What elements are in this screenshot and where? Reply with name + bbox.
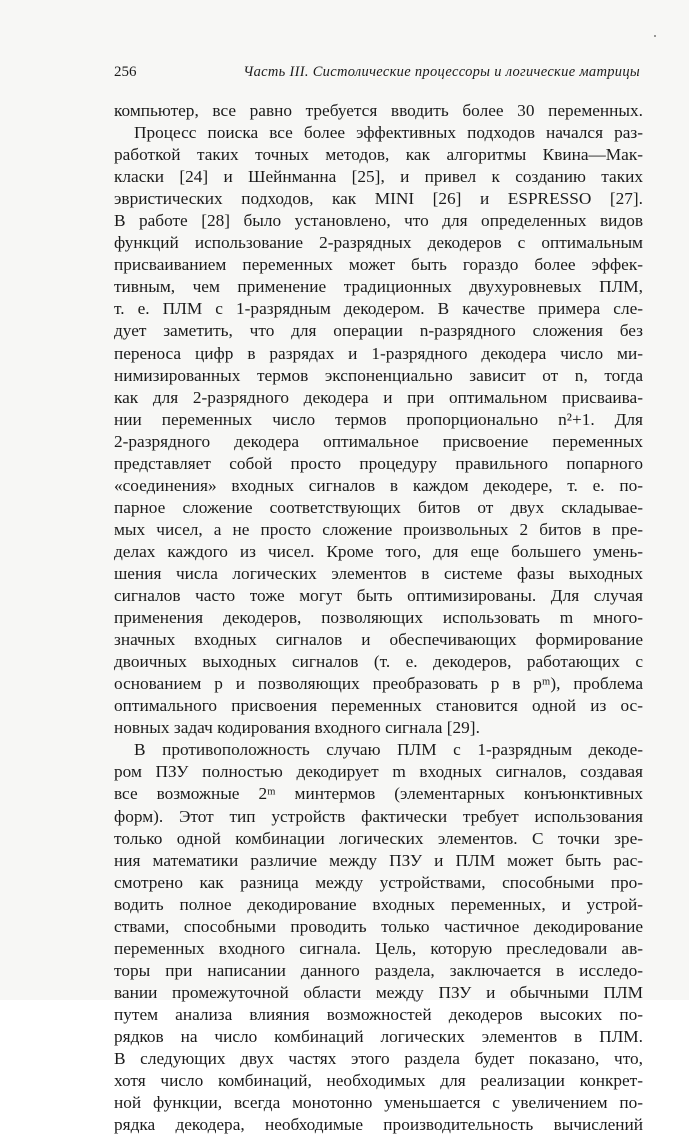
text-line: тивным, чем применение традиционных двухуровневых ПЛМ, <box>114 277 643 297</box>
text-line: Процесс поиска все более эффективных подходов начался раз- <box>134 123 643 143</box>
text-line: новных задач кодирования входного сигнала [29]. <box>114 718 480 738</box>
text-line: вании промежуточной области между ПЗУ и обычными ПЛМ <box>114 982 643 1002</box>
text-line: шения числа логических элементов в системе фазы выходных <box>114 563 643 583</box>
page-header <box>114 64 640 86</box>
text-line: функций использование 2-разрядных декодеров с оптимальным <box>114 233 643 253</box>
text-line: оптимального присвоения переменных становится одной из ос- <box>114 696 643 716</box>
text-line: т. е. ПЛМ с 1-разрядным декодером. В качестве примера сле- <box>114 299 643 319</box>
text-line: В противоположность случаю ПЛМ с 1-разрядным декоде- <box>134 740 643 760</box>
text-line: ствами, способными проводить только частичное декодирование <box>114 916 643 936</box>
text-line: ния математики различие между ПЗУ и ПЛМ может быть рас- <box>114 850 643 870</box>
text-line: основанием p и позволяющих преобразовать p в pᵐ), проблема <box>114 674 643 694</box>
running-title: Часть III. Систолические процессоры и логические матрицы <box>243 64 640 80</box>
text-line: нимизированных термов экспоненциально зависит от n, тогда <box>114 365 643 385</box>
text-line: «соединения» входных сигналов в каждом декодере, т. е. по- <box>114 475 643 495</box>
text-line: нии переменных число термов пропорционально n²+1. Для <box>114 409 643 429</box>
text-line: присваиванием переменных может быть гораздо более эффек- <box>114 255 643 275</box>
text-line: применения декодеров, позволяющих использовать m много- <box>114 608 643 628</box>
text-line: парное сложение соответствующих битов от двух складывае- <box>114 497 643 517</box>
paragraph-2 <box>114 739 643 1136</box>
text-line: класки [24] и Шейнманна [25], и привел к созданию таких <box>114 167 643 187</box>
text-line: торы при написании данного раздела, заключается в исследо- <box>114 960 643 980</box>
text-line: В следующих двух частях этого раздела будет показано, что, <box>114 1049 643 1069</box>
text-line: работкой таких точных методов, как алгоритмы Квина—Мак- <box>114 145 643 165</box>
text-line: мых чисел, а не просто сложение произвольных 2 битов в пре- <box>114 519 643 539</box>
text-line: ной функции, всегда монотонно уменьшается с увеличением по- <box>114 1093 643 1113</box>
text-line: дует заметить, что для операции n-разрядного сложения без <box>114 321 643 341</box>
text-line: значных входных сигналов и обеспечивающих формирование <box>114 630 643 650</box>
text-line: смотрено как разница между устройствами, способными про- <box>114 872 643 892</box>
text-line: только одной комбинации логических элементов. С точки зре- <box>114 828 643 848</box>
text-line: В работе [28] было установлено, что для определенных видов <box>114 211 643 231</box>
text-line: все возможные 2ᵐ минтермов (элементарных конъюнктивных <box>114 784 643 804</box>
text-line: компьютер, все равно требуется вводить более 30 переменных. <box>114 101 643 120</box>
text-line: 2-разрядного декодера оптимальное присвоение переменных <box>114 431 643 451</box>
print-speck <box>654 35 656 37</box>
text-line: двоичных выходных сигналов (т. е. декодеров, работающих с <box>114 652 643 672</box>
text-line: рядка декодера, необходимые производительность вычислений <box>114 1115 643 1135</box>
main-text <box>114 100 643 1136</box>
text-line: водить полное декодирование входных переменных, и устрой- <box>114 894 643 914</box>
text-line: форм). Этот тип устройств фактически требует использования <box>114 806 643 826</box>
text-line: представляет собой просто процедуру правильного попарного <box>114 453 643 473</box>
text-line: ром ПЗУ полностью декодирует m входных сигналов, создавая <box>114 762 643 782</box>
paragraph-1 <box>114 100 643 739</box>
text-line: сигналов часто тоже могут быть оптимизированы. Для случая <box>114 586 643 606</box>
text-line: делах каждого из чисел. Кроме того, для еще большего умень- <box>114 541 643 561</box>
text-line: как для 2-разрядного декодера и при оптимальном присваива- <box>114 387 643 407</box>
text-line: путем анализа влияния возможностей декодеров высоких по- <box>114 1004 643 1024</box>
text-line: хотя число комбинаций, необходимых для реализации конкрет- <box>114 1071 643 1091</box>
text-line: рядков на число комбинаций логических элементов в ПЛМ. <box>114 1026 643 1046</box>
text-line: эвристических подходов, как MINI [26] и ESPRESSO [27]. <box>114 189 643 209</box>
text-line: переноса цифр в разрядах и 1-разрядного декодера число ми- <box>114 343 643 363</box>
page-number: 256 <box>114 64 137 80</box>
text-line: переменных входного сигнала. Цель, которую преследовали ав- <box>114 938 643 958</box>
